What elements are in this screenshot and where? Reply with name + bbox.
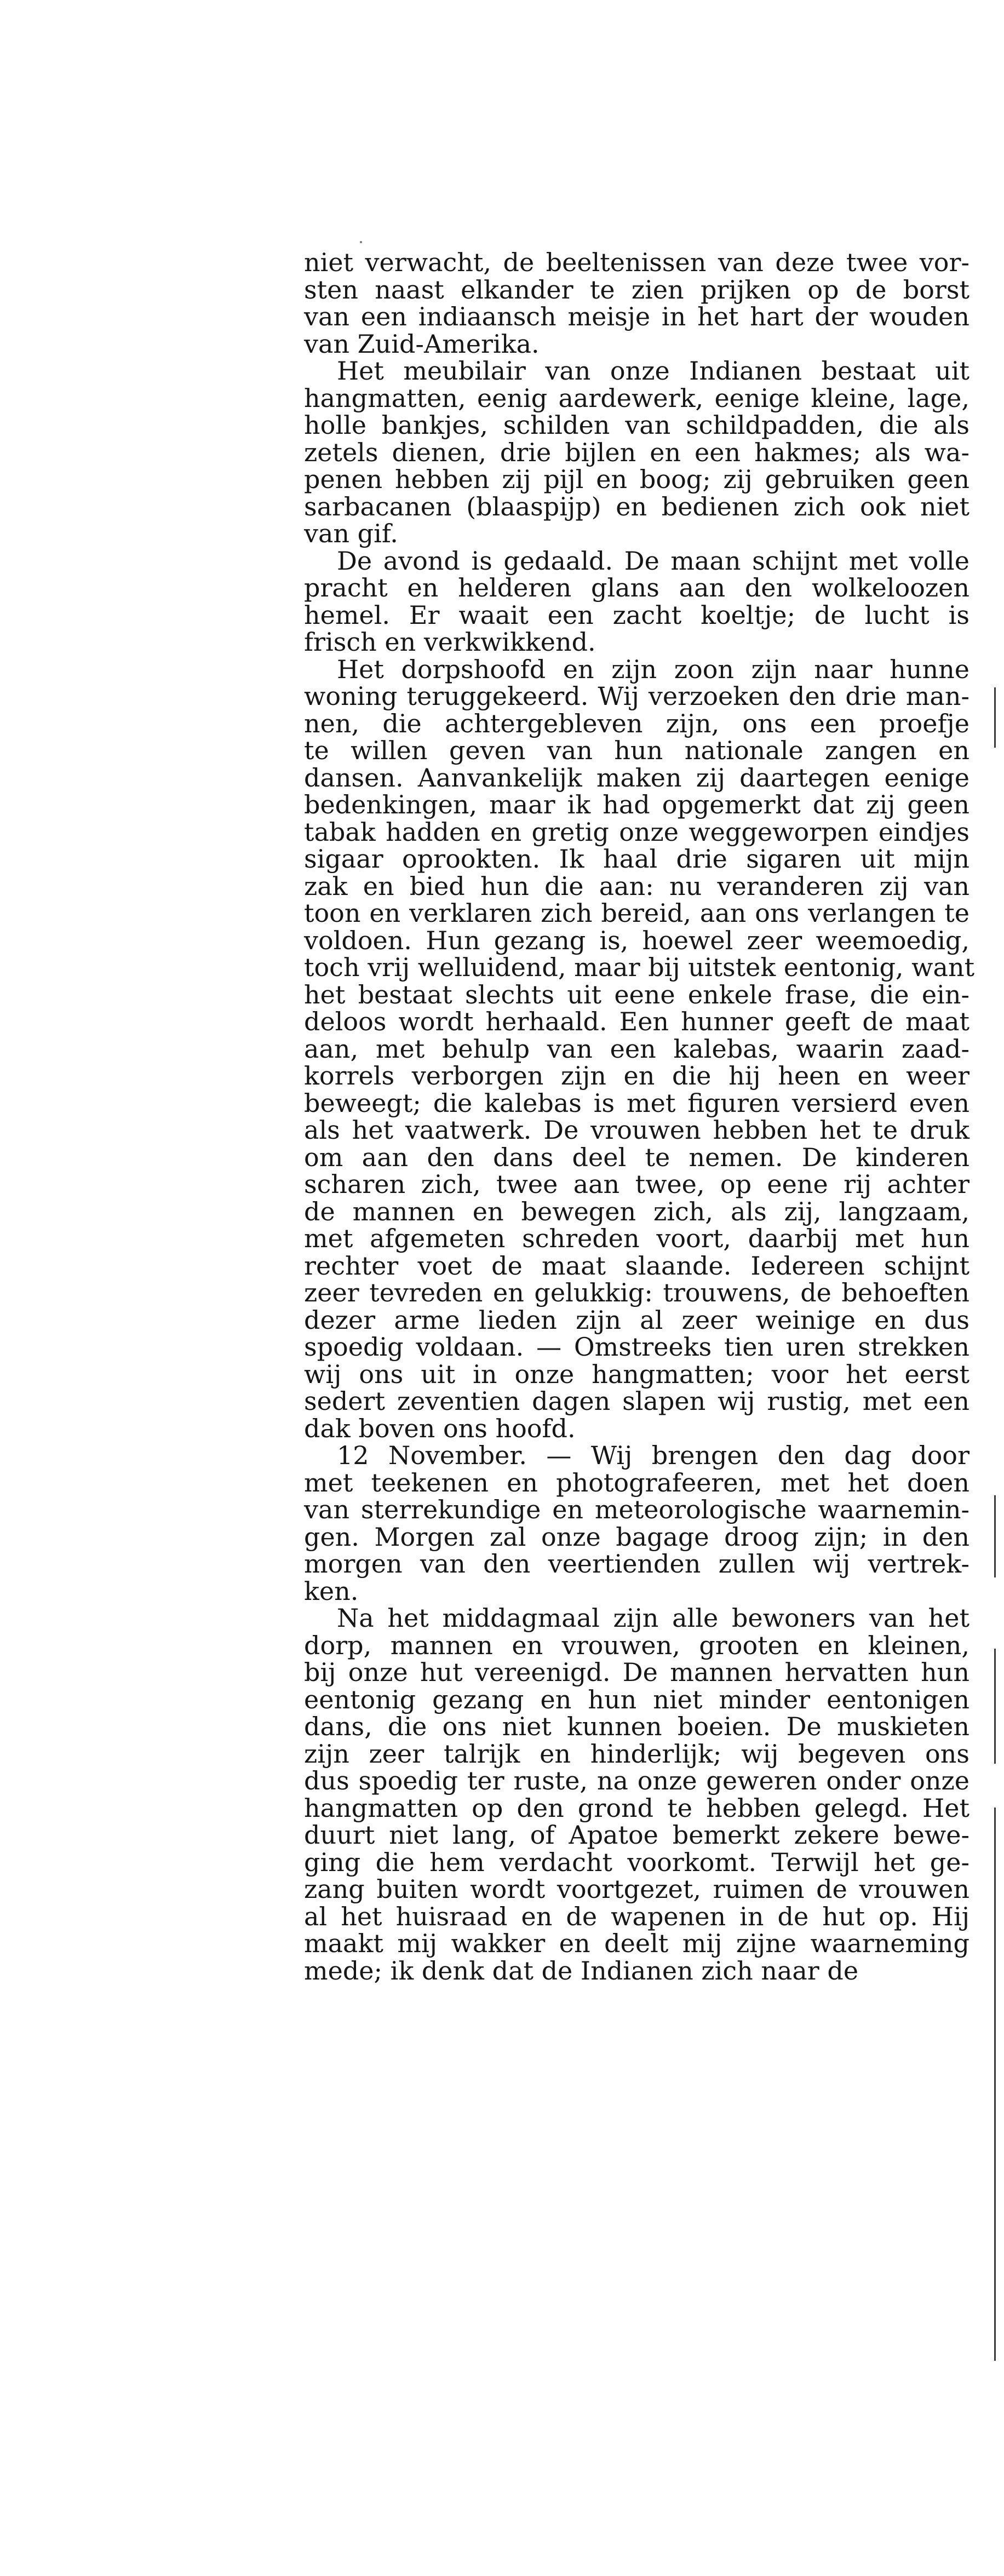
text-line: van sterrekundige en meteorologische waarnemin- bbox=[304, 1495, 969, 1524]
text-line: ging die hem verdacht voorkomt. Terwijl het ge- bbox=[304, 1847, 969, 1877]
text-line: zijn zeer talrijk en hinderlijk; wij begeven ons bbox=[304, 1739, 969, 1769]
text-line: dezer arme lieden zijn al zeer weinige en dus bbox=[304, 1305, 969, 1335]
text-line: scharen zich, twee aan twee, op eene rij achter bbox=[304, 1169, 969, 1199]
text-line: om aan den dans deel te nemen. De kinderen bbox=[304, 1142, 969, 1172]
text-line: zang buiten wordt voortgezet, ruimen de vrouwen bbox=[304, 1874, 969, 1904]
text-line: eentonig gezang en hun niet minder eentonigen bbox=[304, 1684, 969, 1714]
text-line: wij ons uit in onze hangmatten; voor het eerst bbox=[304, 1359, 969, 1389]
text-line: dak boven ons hoofd. bbox=[304, 1413, 576, 1443]
text-line: frisch en verkwikkend. bbox=[304, 627, 596, 657]
text-line: toch vrij welluidend, maar bij uitstek eentonig, want bbox=[304, 953, 975, 982]
text-line: als het vaatwerk. De vrouwen hebben het te druk bbox=[304, 1115, 969, 1145]
text-line: woning teruggekeerd. Wij verzoeken den drie man- bbox=[304, 681, 969, 711]
text-line: gen. Morgen zal onze bagage droog zijn; in den bbox=[304, 1522, 969, 1552]
text-line: niet verwacht, de beeltenissen van deze twee vor- bbox=[304, 248, 969, 277]
text-line: ken. bbox=[304, 1576, 359, 1606]
text-line: dus spoedig ter ruste, na onze geweren onder onze bbox=[304, 1766, 969, 1795]
text-line: De avond is gedaald. De maan schijnt met volle bbox=[337, 546, 969, 576]
margin-rule bbox=[994, 1649, 996, 1764]
text-line: bedenkingen, maar ik had opgemerkt dat zij geen bbox=[304, 790, 969, 819]
text-line: hangmatten op den grond te hebben gelegd. Het bbox=[304, 1793, 969, 1823]
text-line: hemel. Er waait een zacht koeltje; de lucht is bbox=[304, 600, 969, 630]
paragraph bbox=[304, 548, 969, 656]
text-line: duurt niet lang, of Apatoe bemerkt zekere bewe- bbox=[304, 1820, 969, 1850]
margin-rule bbox=[994, 687, 996, 748]
margin-rule bbox=[994, 1808, 996, 2361]
paragraph bbox=[304, 1442, 969, 1605]
text-line: korrels verborgen zijn en die hij heen en weer bbox=[304, 1061, 969, 1091]
text-line: spoedig voldaan. — Omstreeks tien uren strekken bbox=[304, 1332, 969, 1362]
text-line: sedert zeventien dagen slapen wij rustig, met een bbox=[304, 1386, 969, 1416]
text-line: maakt mij wakker en deelt mij zijne waarneming bbox=[304, 1929, 969, 1958]
text-line: dorp, mannen en vrouwen, grooten en kleinen, bbox=[304, 1630, 969, 1660]
stray-dot-mark bbox=[360, 241, 362, 243]
text-line: sigaar oprookten. Ik haal drie sigaren uit mijn bbox=[304, 844, 969, 874]
text-line: nen, die achtergebleven zijn, ons een proefje bbox=[304, 708, 969, 738]
text-line: zeer tevreden en gelukkig: trouwens, de behoeften bbox=[304, 1278, 969, 1307]
text-line: zak en bied hun die aan: nu veranderen zij van bbox=[304, 871, 969, 901]
text-line: Het meubilair van onze Indianen bestaat uit bbox=[337, 356, 969, 386]
text-line: aan, met behulp van een kalebas, waarin zaad- bbox=[304, 1034, 969, 1064]
paragraph bbox=[304, 1605, 969, 1984]
text-line: met afgemeten schreden voort, daarbij met hun bbox=[304, 1224, 969, 1253]
text-line: pracht en helderen glans aan den wolkeloozen bbox=[304, 573, 969, 603]
text-line: van gif. bbox=[304, 519, 398, 548]
text-line: Het dorpshoofd en zijn zoon zijn naar hunne bbox=[337, 654, 969, 684]
text-line: holle bankjes, schilden van schildpadden, die als bbox=[304, 410, 969, 440]
text-line: deloos wordt herhaald. Een hunner geeft de maat bbox=[304, 1007, 969, 1036]
text-line: voldoen. Hun gezang is, hoewel zeer weemoedig, bbox=[304, 925, 969, 955]
margin-rule bbox=[994, 1495, 996, 1577]
page-body-text bbox=[304, 248, 975, 1986]
text-line: bij onze hut vereenigd. De mannen hervatten hun bbox=[304, 1657, 969, 1687]
text-line: met teekenen en photografeeren, met het doen bbox=[304, 1467, 969, 1498]
text-line: toon en verklaren zich bereid, aan ons verlangen te bbox=[304, 898, 969, 928]
text-line: tabak hadden en gretig onze weggeworpen eindjes bbox=[304, 817, 969, 847]
text-line: van een indiaansch meisje in het hart der wouden bbox=[304, 302, 969, 331]
text-line: 12 November. — Wij brengen den dag door bbox=[337, 1441, 969, 1470]
text-line: het bestaat slechts uit eene enkele frase, die ein- bbox=[304, 979, 969, 1009]
text-line: te willen geven van hun nationale zangen en bbox=[304, 736, 969, 765]
text-line: morgen van den veertienden zullen wij vertrek- bbox=[304, 1549, 969, 1579]
paragraph bbox=[304, 358, 969, 548]
text-line: mede; ik denk dat de Indianen zich naar de bbox=[304, 1955, 859, 1986]
text-line: al het huisraad en de wapenen in de hut op. Hij bbox=[304, 1901, 969, 1931]
text-line: rechter voet de maat slaande. Iedereen schijnt bbox=[304, 1250, 969, 1281]
text-line: van Zuid-Amerika. bbox=[304, 329, 540, 359]
text-line: zetels dienen, drie bijlen en een hakmes; als wa- bbox=[304, 437, 969, 467]
text-line: Na het middagmaal zijn alle bewoners van het bbox=[337, 1603, 969, 1633]
text-line: penen hebben zij pijl en boog; zij gebruiken geen bbox=[304, 464, 969, 494]
text-line: sten naast elkander te zien prijken op de borst bbox=[304, 274, 969, 305]
paragraph bbox=[304, 654, 975, 1443]
text-line: sarbacanen (blaaspijp) en bedienen zich ook niet bbox=[304, 491, 969, 521]
text-line: hangmatten, eenig aardewerk, eenige kleine, lage, bbox=[304, 383, 969, 413]
text-line: de mannen en bewegen zich, als zij, langzaam, bbox=[304, 1196, 969, 1226]
text-line: dans, die ons niet kunnen boeien. De muskieten bbox=[304, 1712, 969, 1741]
paragraph bbox=[304, 249, 969, 358]
text-line: dansen. Aanvankelijk maken zij daartegen eenige bbox=[304, 762, 969, 793]
text-line: beweegt; die kalebas is met figuren versierd even bbox=[304, 1088, 969, 1118]
